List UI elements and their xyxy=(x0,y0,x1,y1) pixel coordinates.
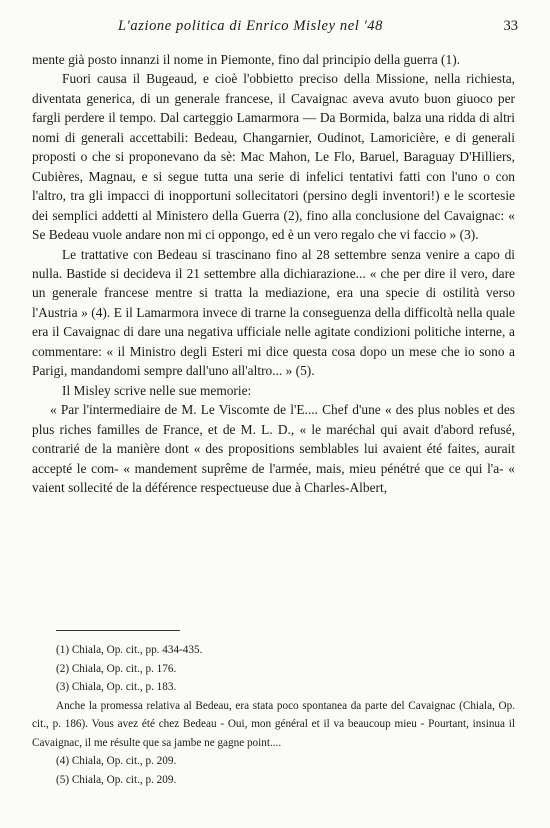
footnotes xyxy=(32,641,515,789)
footnote: (4) Chiala, Op. cit., p. 209. xyxy=(56,755,177,767)
footnote-comment: Anche la promessa relativa al Bedeau, era stata poco spontanea da parte del Cavaignac (Chiala, Op. cit., p. 186). Vous avez été chez Bedeau - Oui, mon général et il va beaucoup mieu - Pourtant, insinua il Cavaignac, il me résulte que sa jambe ne gagne point.... xyxy=(32,699,515,749)
paragraph: Il Misley scrive nelle sue memorie: xyxy=(62,382,252,398)
running-title: L'azione politica di Enrico Misley nel '48 xyxy=(118,18,383,34)
paragraph: Fuori causa il Bugeaud, e cioè l'obbietto preciso della Missione, nella richiesta, diventata generica, di un generale francese, il Cavaignac aveva avuto buon giuoco per fargli perdere il tempo. Dal carteggio Lamarmora — Da Bormida, balza una ridda di altri nomi di generali accettabili: Bedeau, Changarnier, Oudinot, Lamoricière, e di generali proposti o che si proponevano da sè: Mac Mahon, Le Flo, Baruel, Baraguay D'Hilliers, Cubières, Magnau, e si segue tutta una serie di infelici tentativi fatti con l'uno o con l'altro, tra gli impacci di inopportuni sollecitatori (persino degli inventori!) e le scortesie dei semplici addetti al Ministero della Guerra (2), fino alla conclusione del Cavaignac: « Se Bedeau vuole andare non mi ci oppongo, ed è un vero regalo che vi faccio » (3). xyxy=(32,71,515,243)
page-number: 33 xyxy=(503,18,518,34)
footnote: (2) Chiala, Op. cit., p. 176. xyxy=(56,662,177,675)
main-text xyxy=(32,50,515,497)
footnote: (3) Chiala, Op. cit., p. 183. xyxy=(56,681,177,693)
footnote: (1) Chiala, Op. cit., pp. 434-435. xyxy=(56,644,203,656)
footnote: (5) Chiala, Op. cit., p. 209. xyxy=(56,773,177,786)
footnote-divider xyxy=(56,630,180,631)
quoted-memoir: « Par l'intermediaire de M. Le Viscomte de l'E.... Chef d'une « des plus nobles et des plus riches familles de France, et de M. L. D., « le maréchal qui avait d'abord refusé, contrarié de la manière dont « des propositions semblables lui avaient été faites, aurait accepté le com- « mandement suprême de l'armée, mais, mieu pénétré que ce qui l'a- « vaient sollecité de la déférence respectueuse due à Charles-Albert, xyxy=(32,402,515,495)
paragraph: mente già posto innanzi il nome in Piemonte, fino dal principio della guerra (1). xyxy=(32,52,461,67)
paragraph: Le trattative con Bedeau si trascinano fino al 28 settembre senza venire a capo di nulla. Bastide si decideva il 21 settembre alla dichiarazione... « che per dire il vero, dare un generale francese mentre si tratta la mediazione, era una specie di ostilità verso l'Austria » (4). E il Lamarmora invece di trarne la conseguenza della difficoltà nella quale era il Cavaignac di dare una negativa ufficiale nelle agitate condizioni politiche interne, a commentare: « il Ministro degli Esteri mi dice questa cosa dopo un mese che io sono a Parigi, mandandomi sempre dall'uno all'altro... » (5). xyxy=(32,246,515,379)
page-header xyxy=(0,18,550,38)
